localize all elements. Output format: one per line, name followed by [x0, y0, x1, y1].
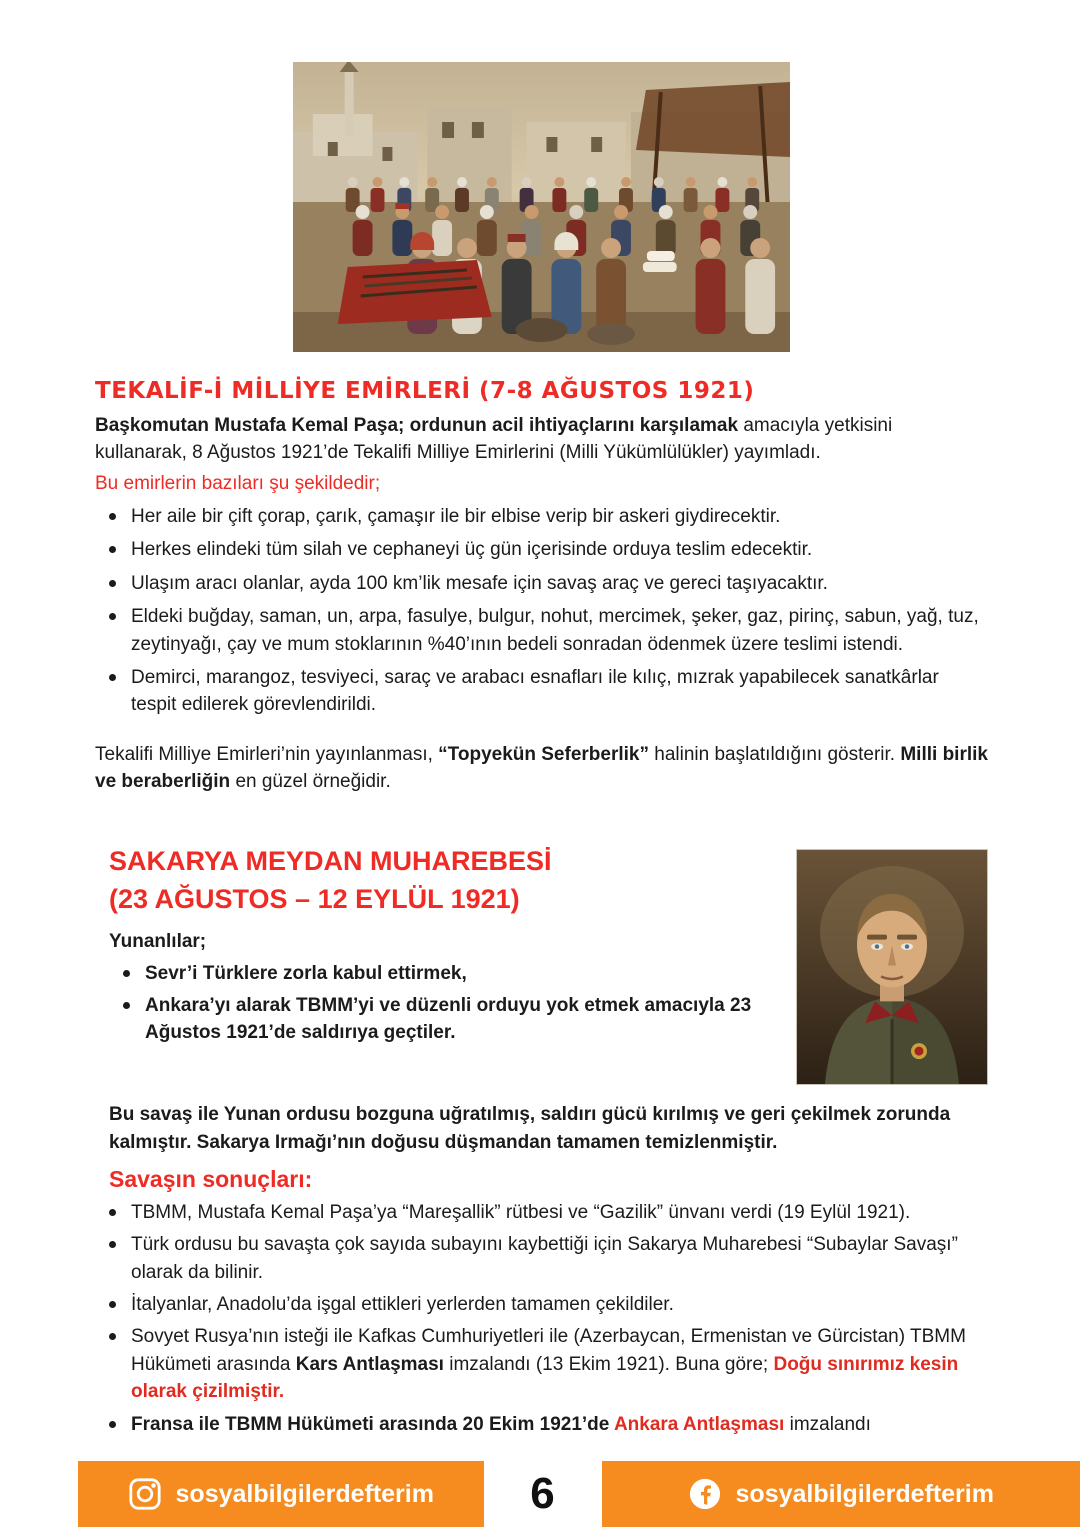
intro-run-rest: amacıyla yetkisini kullanarak, 8 Ağustos 1921’de Tekalifi Milliye Emirlerini (Milli Yükümlülükler) yayımladı.: [95, 415, 893, 464]
result5-run-1: Fransa ile TBMM Hükümeti arasında 20 Ekim 1921’de: [131, 1413, 614, 1435]
sakarya-section: [95, 843, 988, 1085]
page-content: [0, 62, 1080, 1527]
ataturk-portrait-graphic: [797, 850, 987, 1084]
sakarya-result-5: [95, 1411, 988, 1438]
tekalif-bullet-list: [95, 503, 988, 719]
closing-run-5: en güzel örneğidir.: [230, 770, 391, 792]
instagram-handle: sosyalbilgilerdefterim: [175, 1479, 434, 1508]
footer-instagram-link[interactable]: [78, 1461, 484, 1527]
intro-run-bold: Başkomutan Mustafa Kemal Paşa; ordunun acil ihtiyaçlarını karşılamak: [95, 415, 739, 436]
result4-run-4: Doğu sınırımız kesin olarak çizilmiştir.: [131, 1353, 959, 1403]
sakarya-result-1: TBMM, Mustafa Kemal Paşa’ya “Mareşallik” rütbesi ve “Gazilik” ünvanı verdi (19 Eylül 1921).: [95, 1199, 988, 1226]
closing-run-1: Tekalifi Milliye Emirleri’nin yayınlanması,: [95, 743, 439, 765]
result4-run-1: Sovyet Rusya’nın isteği ile Kafkas Cumhuriyetleri ile (Azerbaycan, Ermenistan ve Gürcistan) TBMM Hükümeti arasında: [131, 1326, 966, 1375]
closing-run-3: halinin başlatıldığını gösterir.: [648, 743, 901, 765]
sakarya-summary: Bu savaş ile Yunan ordusu bozguna uğratılmış, saldırı gücü kırılmış ve geri çekilmek zorunda kalmıştır. Sakarya Irmağı’nın doğusu düşmandan tamamen temizlenmiştir.: [109, 1104, 951, 1153]
tekalif-list-lead: Bu emirlerin bazıları şu şekildedir;: [95, 472, 381, 494]
ataturk-portrait-painting: [796, 849, 988, 1085]
facebook-handle: sosyalbilgilerdefterim: [735, 1479, 994, 1508]
tekalif-bullet-3: Ulaşım aracı olanlar, ayda 100 km’lik mesafe için savaş araç ve gereci taşıyacaktır.: [95, 570, 988, 597]
tekalif-bullet-2: Herkes elindeki tüm silah ve cephaneyi üç gün içerisinde orduya teslim edecektir.: [95, 536, 988, 563]
tekalif-market-painting: [293, 62, 790, 352]
market-painting-graphic: [293, 62, 790, 352]
tekalif-intro-paragraph: [95, 412, 988, 467]
facebook-icon: [688, 1477, 722, 1511]
result4-run-2: Kars Antlaşması: [295, 1353, 444, 1375]
sakarya-result-4: [95, 1323, 988, 1405]
footer-page-number-box: [484, 1461, 602, 1527]
tekalif-bullet-1: Her aile bir çift çorap, çarık, çamaşır ile bir elbise verip bir askeri giydirecektir.: [95, 503, 988, 530]
result5-run-3: imzalandı: [784, 1413, 871, 1435]
tekalif-heading: TEKALİF-İ MİLLİYE EMİRLERİ (7-8 AĞUSTOS 1921): [95, 378, 755, 404]
sakarya-aim-2: Ankara’yı alarak TBMM’yi ve düzenli orduyu yok etmek amacıyla 23 Ağustos 1921’de saldırıya geçtiler.: [109, 992, 772, 1047]
result5-run-2: Ankara Antlaşması: [613, 1413, 785, 1435]
sakarya-heading-line2: (23 AĞUSTOS – 12 EYLÜL 1921): [109, 883, 520, 914]
sakarya-results-heading: Savaşın sonuçları:: [109, 1166, 313, 1193]
tekalif-bullet-5: Demirci, marangoz, tesviyeci, saraç ve arabacı esnafları ile kılıç, mızrak yapabilecek sanatkârlar tespit edilerek görevlendirildi.: [95, 664, 988, 719]
page-number: 6: [530, 1469, 555, 1518]
sakarya-aim-1: Sevr’i Türklere zorla kabul ettirmek,: [109, 960, 772, 987]
sakarya-lead: Yunanlılar;: [109, 930, 207, 952]
footer-left-margin: [0, 1461, 78, 1527]
sakarya-result-3: İtalyanlar, Anadolu’da işgal ettikleri yerlerden tamamen çekildiler.: [95, 1291, 988, 1318]
sakarya-results-list: [95, 1199, 988, 1438]
closing-run-2: “Topyekün Seferberlik”: [438, 743, 649, 765]
page-footer: [0, 1461, 1080, 1527]
tekalif-bullet-4: Eldeki buğday, saman, un, arpa, fasulye, bulgur, nohut, mercimek, şeker, gaz, pirinç, sabun, yağ, tuz, zeytinyağı, çay ve mum stoklarının %40’ının bedeli sonradan ödenmek üzere teslimi istendi.: [95, 603, 988, 658]
instagram-icon: [128, 1477, 162, 1511]
sakarya-text-column: [95, 843, 772, 1085]
sakarya-result-2: Türk ordusu bu savaşta çok sayıda subayını kaybettiği için Sakarya Muharebesi “Subaylar Savaşı” olarak da bilinir.: [95, 1231, 988, 1286]
footer-facebook-link[interactable]: [602, 1461, 1080, 1527]
sakarya-heading-line1: SAKARYA MEYDAN MUHAREBESİ: [109, 846, 552, 877]
sakarya-aims-list: [109, 960, 772, 1046]
tekalif-closing-paragraph: [95, 741, 988, 796]
result4-run-3: imzalandı (13 Ekim 1921). Buna göre;: [443, 1353, 774, 1375]
closing-run-4: Milli birlik ve beraberliğin: [95, 743, 988, 792]
